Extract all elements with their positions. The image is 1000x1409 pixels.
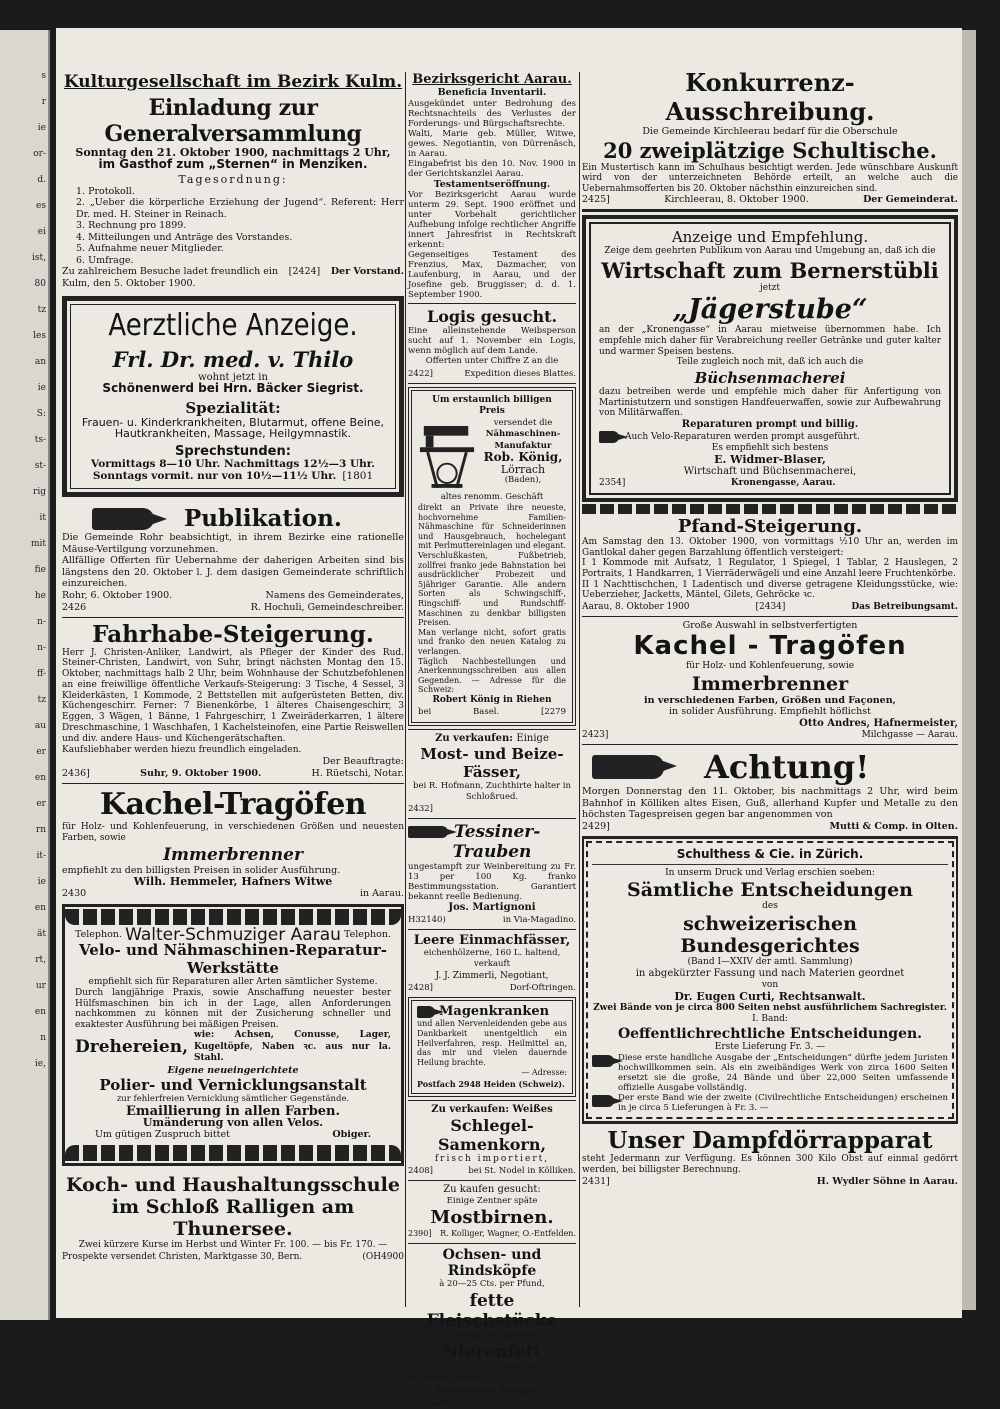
ad-place: Dorf-Oftringen. — [509, 983, 576, 994]
ad-text: altes renomm. Geschäft — [440, 491, 544, 502]
ad-text: dazu betreiben werde und empfehle mich daher für Anfertigung von Martinistutzern und sonstigen Handfeuerwaffen, sowie zur Aufbewahrung von Militärwaffen. — [599, 386, 941, 419]
ad-text: Eigene neueingerichtete — [167, 1064, 299, 1076]
ad-publication — [62, 505, 404, 614]
pointing-hand-icon — [592, 1095, 614, 1107]
ad-number: 2354] — [599, 478, 626, 489]
ad-subtitle: 20 zweiplätzige Schultische. — [603, 137, 937, 163]
sewing-machine-icon — [418, 420, 476, 490]
divider — [62, 783, 404, 784]
ad-text: Morgen Donnerstag den 11. Oktober, bis nachmittags 2 Uhr, wird beim Bahnhof in Kölliken altes Eisen, Guß, allerhand Kupfer und Metalle zu den höchsten Tagespreisen gegen bar angenommen von — [582, 786, 958, 821]
ad-number: 2432] — [408, 803, 433, 814]
signer: H. Wydler Söhne in Aarau. — [816, 1175, 958, 1187]
divider — [408, 1100, 576, 1101]
ad-title: Sämtliche Entscheidungen — [627, 879, 913, 902]
signer: Der Gemeinderat. — [863, 194, 958, 205]
divider — [408, 729, 576, 730]
column-rule-2 — [579, 72, 580, 1307]
inn-new-name: „Jägerstube“ — [672, 294, 868, 325]
ad-text: Vor Bezirksgericht Aarau wurde unterm 29. Sept. 1900 eröffnet und unter Vorbehalt gerichtlicher Aufhebung infolge rechtlicher Angriffe innert Jahresfrist in Rechtskraft erkennt: — [408, 190, 576, 250]
ad-text: (Band I—XXIV der amtl. Sammlung) — [687, 956, 853, 967]
prev-page-fragment: ie — [37, 877, 46, 887]
prev-page-fragment: en — [34, 903, 46, 913]
ad-text: à 40—60 Cts. per Pfd., — [443, 1330, 541, 1341]
ad-title: im Schloß Ralligen am Thunersee. — [111, 1195, 355, 1240]
prev-page-fragment: S: — [36, 409, 46, 419]
prev-page-fragment: it- — [36, 851, 46, 861]
ad-sewing-machine — [408, 387, 576, 727]
ad-text: Es empfiehlt sich bestens — [711, 442, 829, 453]
telephon-label: Telephon. — [75, 928, 122, 940]
ad-text: Emaillierung in allen Farben. — [125, 1103, 341, 1119]
ad-number: [1801 — [342, 470, 374, 482]
publisher: Schulthess & Cie. in Zürich. — [676, 846, 864, 861]
ad-title: Zu kaufen gesucht: — [443, 1184, 541, 1196]
prev-page-fragment: st- — [34, 461, 46, 471]
ad-text: (Baden), — [504, 475, 542, 485]
ad-title: Ochsen- und Rindsköpfe — [442, 1247, 542, 1280]
prev-page-fragment: he — [34, 591, 46, 601]
ad-number: (OH4900 — [362, 1252, 404, 1263]
column-3 — [582, 28, 958, 1188]
ad-text: direkt an Private ihre neueste, hochvornehme Familien-Nähmaschine für Schneiderinnen und Hausgebrauch, hochelegant mit Perlmuttereinlagen und elegant. Verschlußkasten, Fußbetrieb, zollfrei franko jede Bahnstation bei ausdrücklicher Probezeit und 5jähriger Garantie. Alle andern Sorten als Schwingschiff-, Ringschiff- und Rundschiff-Maschinen zu denkbar billigsten Preisen. — [418, 503, 566, 628]
ad-text: à 20—25 Cts. per Pfund, — [439, 1279, 545, 1290]
ad-text: Teile zugleich noch mit, daß ich auch die — [676, 357, 864, 368]
ad-text: Reparaturen prompt und billig. — [681, 419, 859, 431]
address: Schönenwerd bei Hrn. Bäcker Siegrist. — [102, 381, 364, 395]
ad-empty-barrels — [408, 933, 576, 995]
prev-page-fragment: n- — [37, 617, 46, 627]
signer: H. Rüetschi, Notar. — [311, 767, 404, 779]
ad-text: Umänderung von allen Velos. — [142, 1116, 324, 1130]
ad-text: in verschiedenen Farben, Größen und Façonen, — [644, 694, 896, 706]
ad-text: in solider Ausführung. Empfiehlt höflichst — [669, 706, 871, 718]
prev-page-fragment: ei — [37, 227, 46, 237]
divider — [582, 209, 958, 212]
ad-text: Zeige dem geehrten Publikum von Aarau und Umgebung an, daß ich die — [604, 246, 936, 256]
ad-text: Expedition dieses Blattes. — [464, 368, 576, 379]
ad-text: frisch importiert, — [434, 1153, 550, 1164]
divider — [408, 303, 576, 304]
ad-text: versendet die — [493, 417, 553, 428]
ad-title: Trauben — [452, 842, 532, 863]
ad-subtitle: Oeffentlichrechtliche Entscheidungen. — [617, 1025, 923, 1042]
ad-stomach — [408, 997, 576, 1097]
divider — [408, 383, 576, 384]
prev-page-fragment: n — [40, 1033, 46, 1043]
company-name: Rob. König, — [483, 450, 563, 464]
decorative-border — [582, 504, 958, 514]
prev-page-fragment: les — [33, 331, 46, 341]
specialty-text: Hautkrankheiten, Massage, Heilgymnastik. — [114, 427, 352, 440]
dateline: Rohr, 6. Oktober 1900. — [62, 589, 173, 601]
divider — [582, 616, 958, 617]
ad-stoves — [62, 787, 404, 900]
ad-text: bei St. Nodel in Kölliken. — [468, 1166, 576, 1177]
signer: Wilh. Hemmeler, Hafners Witwe — [133, 875, 333, 889]
hours-text: Sonntags vormit. nur von 10½—11½ Uhr. — [92, 470, 337, 482]
ad-title: Bezirksgericht Aarau. — [412, 72, 572, 87]
prev-page-fragment: rig — [33, 487, 46, 497]
decorative-border — [65, 1145, 401, 1161]
telephon-label: Telephon. — [344, 928, 391, 940]
prev-page-fragment: ie — [37, 383, 46, 393]
ad-number: H32140) — [408, 914, 446, 925]
ad-subtitle: Büchsenmacherei — [694, 368, 846, 387]
prev-page-fragment: tz — [37, 305, 46, 315]
ad-stove-selection — [582, 620, 958, 742]
ad-title: Aerztliche Anzeige. — [108, 308, 358, 343]
pointing-hand-icon — [592, 755, 664, 779]
hours-title: Sprechstunden: — [175, 443, 291, 459]
ad-number: 2422] — [408, 368, 433, 379]
ad-title: Kachel-Tragöfen — [99, 786, 367, 822]
dateline: Aarau, 8. Oktober 1900 — [582, 601, 690, 612]
ad-title: Kachel - Tragöfen — [633, 631, 907, 662]
ad-text: jetzt — [759, 282, 781, 293]
prev-page-fragment: 80 — [34, 279, 46, 289]
prev-page-fragment: er — [36, 799, 46, 809]
ad-text: Am Samstag den 13. Oktober 1900, von vormittags ½10 Uhr an, werden im Gantlokal daher gegen Barzahlung öffentlich versteigert: — [582, 537, 958, 558]
dateline: Kirchleerau, 8. Oktober 1900. — [664, 194, 809, 205]
agenda-item: 4. Mitteilungen und Anträge des Vorstandes. — [76, 231, 293, 243]
ad-number: 2408] — [408, 1166, 433, 1177]
ad-text: ungestampft zur Weinbereitung zu Fr. 13 per 100 Kg. franko Bestimmungsstation. Garantiert bekannt reelle Bedienung. — [408, 862, 576, 903]
ad-text: à 20—50 Cts. per Pfd. — [444, 1362, 540, 1373]
ad-title: Fahrhabe-Steigerung. — [92, 620, 374, 648]
ad-title: Logis gesucht. — [426, 307, 558, 326]
page-fold-edge — [962, 30, 976, 1310]
ad-text: an der „Kronengasse“ in Aarau mietweise übernommen habe. Ich empfehle mich daher für Verabreichung reeller Getränke und guter kalter und warmer Speisen bestens. — [599, 325, 941, 357]
prev-page-fragment: tz — [37, 695, 46, 705]
ad-title: Zu verkaufen: — [435, 733, 513, 745]
ad-text: Täglich Nachbestellungen und Anerkennungsschreiben aus allen Gegenden. — Adresse für die Schweiz: — [418, 656, 566, 695]
decorative-border — [65, 909, 401, 925]
ad-text: Große Auswahl in selbstverfertigten — [682, 619, 858, 631]
ad-text: Zwei Bände von je circa 800 Seiten nebst ausführlichem Sachregister. — [593, 1002, 947, 1013]
ad-text: Um erstaunlich billigen Preis — [432, 394, 552, 416]
prev-page-fragment: ist, — [32, 253, 46, 263]
prev-page-fragment: ff- — [36, 669, 46, 679]
ad-number: [2434] — [755, 601, 786, 612]
ad-place: Milchgasse — Aarau. — [861, 730, 958, 741]
ad-velo-workshop — [62, 904, 404, 1166]
agenda-title: Tagesordnung: — [178, 173, 288, 186]
ad-title: Konkurrenz-Ausschreibung. — [665, 68, 875, 126]
pointing-hand-icon — [599, 431, 619, 443]
address: Postfach 2948 Heiden (Schweiz). — [417, 1078, 565, 1089]
pointing-hand-icon — [592, 1055, 614, 1067]
divider — [408, 818, 576, 819]
ad-text: Nähmaschinen-Manufaktur — [485, 429, 561, 451]
ad-text: empfiehlt sich für Reparaturen aller Arten sämtlicher Systeme. — [88, 976, 378, 987]
ad-subtitle: Beneficia Inventarii. — [437, 87, 547, 98]
specialty-text: Frauen- u. Kinderkrankheiten, Blutarmut, offene Beine, — [81, 415, 385, 429]
ad-text: empfiehlt zu den billigsten Preisen in solider Ausführung. — [62, 864, 341, 876]
ad-auction — [62, 621, 404, 780]
prev-page-fragment: s — [41, 71, 46, 81]
ad-pawn-auction — [582, 516, 958, 613]
ad-text: bei R. Hofmann, Zuchthirte halter in Schloßrued. — [413, 780, 571, 803]
ad-number: 2431] — [582, 1175, 610, 1187]
dateline: Suhr, 9. Oktober 1900. — [140, 767, 262, 779]
ad-text: in abgekürzter Fassung und nach Materien geordnet — [635, 968, 905, 980]
prev-page-fragment: au — [34, 721, 46, 731]
prev-page-fragment: ie, — [34, 1059, 46, 1069]
ad-subtitle: fette Fleischstücke — [426, 1290, 558, 1331]
signer: J. Mattenberger, Metzger in Aarau. — [427, 1386, 548, 1409]
ad-text: und allen Nervenleidenden gebe aus Dankbarkeit unentgeltlich ein Heilverfahren, resp. Heilmittel an, das mir und vielen dauernde Heilung brachte. — [417, 1019, 567, 1067]
ad-text: zur fehlerfreien Vernicklung sämtlicher Gegenstände. — [116, 1094, 350, 1105]
ad-subtitle: Polier- und Vernicklungsanstalt — [99, 1076, 367, 1095]
divider — [582, 1123, 958, 1124]
ad-text: Ein Mustertisch kann im Schulhaus besichtigt werden. Jede wünschbare Auskunft wird von der unterzeichneten Behörde erteilt, an welche auch die Uebernahmsofferten bis 20. Oktober nächsthin einzureichen sind. — [582, 162, 958, 194]
ad-seed — [408, 1104, 576, 1177]
ad-text: Auch Velo-Reparaturen werden prompt ausgeführt. — [625, 431, 860, 442]
ad-inn — [582, 215, 958, 502]
ad-number: [2279 — [541, 707, 566, 718]
ad-cider-barrels — [408, 733, 576, 815]
divider — [582, 744, 958, 745]
prev-page-fragment: mit — [30, 539, 46, 549]
ad-subtitle: Schlegel-Samenkorn, — [437, 1115, 547, 1154]
prev-page-fragment: or- — [33, 149, 46, 159]
ad-title: Publikation. — [184, 505, 342, 532]
ad-doctor — [62, 296, 404, 498]
turning-heading: Drehereien, — [75, 1037, 189, 1058]
ad-grapes — [408, 822, 576, 926]
ad-text: — Adresse: — [521, 1068, 567, 1078]
ad-subtitle: Mostbirnen. — [430, 1207, 554, 1229]
meeting-date: Sonntag den 21. Oktober 1900, nachmittags 2 Uhr, — [75, 146, 391, 159]
ad-text: R. Kolliger, Wagner, O.-Entfelden. — [440, 1229, 576, 1239]
org-name: Kulturgesellschaft im Bezirk Kulm. — [63, 72, 403, 92]
ad-text: Prospekte versendet Christen, Marktgasse 30, Bern. — [62, 1252, 303, 1263]
ad-court — [408, 72, 576, 300]
prev-page-fragment: es — [36, 201, 46, 211]
ad-text: Eine alleinstehende Weibsperson sucht auf 1. November ein Logis, wenn möglich auf dem Lande. — [408, 326, 576, 356]
ad-text: Herr J. Christen-Anliker, Landwirt, als Pfleger der Kinder des Rud. Steiner-Christen, Landwirt, von Suhr, bringt nächsten Montag den 15. Oktober, nachmittags halb 2 Uhr, beim Wohnhause der Schutzbefohlenen an eine freiwillige öffentliche Verkaufs-Steigerung: 3 Tische, 4 Sessel, 3 Kleiderkästen, 1 Kommode, 2 Bettstellen mit aufgerüsteten Betten, div. Küchengeschirr. Ferner: 7 Bienenkörbe, 1 älteres Chaisengeschirr, 3 Eggen, 3 Wägen, 1 Bänne, 1 Fahrgeschirr, 1 Zweiräderkarren, 1 ältere Dreschmaschine, 1 Waschhafen, 1 Kachelsteinofen, eine Partie Reiswellen und div. andere Haus- und Küchengerätschaften. — [62, 647, 404, 744]
hours-text: Vormittags 8—10 Uhr. Nachmittags 12½—3 Uhr. — [91, 457, 375, 470]
column-2 — [408, 28, 576, 1409]
divider — [408, 1180, 576, 1181]
ad-place: Lörrach — [500, 462, 546, 476]
agenda-item: 1. Protokoll. — [76, 185, 135, 197]
ad-number: 2429] — [582, 820, 610, 832]
ad-number: 2423] — [582, 730, 609, 741]
company-name: Walter-Schmuziger Aarau — [125, 924, 341, 945]
signer: E. Widmer-Blaser, — [714, 453, 826, 467]
ad-book — [586, 841, 954, 1120]
ad-text: Diese erste handliche Ausgabe der „Entscheidungen“ dürfte jedem Juristen hochwillkommen sein. Als ein zweibändiges Werk von zirca 1600 Seiten ersetzt sie die große, 24 Bände und über 22,000 Seiten umfassende offizielle Ausgabe vollständig. — [618, 1053, 948, 1094]
ad-title: Leere Einmachfässer, — [413, 932, 571, 948]
ad-text: für Holz- und Kohlenfeuerung, sowie — [685, 661, 855, 672]
signer: Das Betreibungsamt. — [851, 601, 958, 612]
ad-subtitle: Immerbrenner — [691, 672, 849, 695]
signer: Wirtschaft und Büchsenmacherei, — [683, 465, 857, 477]
ad-butcher — [408, 1247, 576, 1409]
ad-number: 2428] — [408, 983, 433, 994]
ad-subtitle: Testamentseröffnung. — [433, 178, 551, 190]
ad-text: wohnt jetzt in — [198, 371, 268, 383]
newspaper-page — [56, 28, 962, 1409]
prev-page-fragment: an — [34, 357, 46, 367]
ad-title: Zu verkaufen: Weißes — [431, 1104, 553, 1116]
ad-dryer — [582, 1127, 958, 1187]
ad-title: schweizerischen Bundesgerichtes — [680, 912, 860, 957]
ad-text: Kaufsliebhaber werden hiezu freundlich eingeladen. — [62, 744, 302, 755]
ad-text: Um gütigen Zuspruch bittet — [95, 1128, 230, 1140]
ad-cooking-school — [62, 1174, 404, 1264]
ad-text: des — [762, 901, 778, 912]
prev-page-fragment: fie — [34, 565, 46, 575]
ad-pears — [408, 1184, 576, 1240]
ad-title: Achtung! — [704, 748, 870, 787]
ad-text: II 1 Nachttischchen, 1 Ladentisch und diverse getragene Kleidungsstücke, wie: Ueberzieher, Jacketts, Mäntel, Gilets, Gehröcke ꝛc. — [582, 579, 958, 601]
ad-text: Durch langjährige Praxis, sowie Anschaffung neuester bester Hülfsmaschinen bin ich in der Lage, allen Anforderungen nachkommen zu können mit der Zusicherung schneller und exaktester Ausführung bei mäßigen Preisen. — [75, 988, 391, 1030]
agenda-item: 2. „Ueber die körperliche Erziehung der Jugend“. Referent: Herr Dr. med. H. Steiner in Reinach. — [76, 197, 404, 220]
ad-text: Allfällige Offerten für Uebernahme der daherigen Arbeiten sind bis längstens den 20. Oktober l. J. dem dasigen Gemeinderate schriftlich einzureichen. — [62, 555, 404, 589]
ad-subtitle: Nierenfett — [442, 1342, 542, 1363]
ad-title: Velo- und Nähmaschinen-Reparatur-Werkstätte — [79, 940, 387, 977]
divider — [408, 929, 576, 930]
pointing-hand-icon — [417, 1006, 435, 1018]
ad-place: Basel. — [473, 707, 500, 718]
ad-text: für Holz- und Kohlenfeuerung, in verschiedenen Größen und neuesten Farben, sowie — [62, 821, 404, 844]
ad-text: Eingabefrist bis den 10. Nov. 1900 in der Gerichtskanzlei Aarau. — [408, 158, 576, 179]
ad-attention — [582, 748, 958, 833]
author: Dr. Eugen Curti, Rechtsanwalt. — [674, 990, 866, 1004]
column-rule-1 — [405, 72, 406, 1307]
ad-general-assembly — [62, 72, 404, 290]
previous-page-edge — [0, 30, 50, 1320]
ad-title: Tessiner- — [454, 822, 541, 843]
ad-subtitle: Most- und Beize-Fässer, — [420, 744, 564, 781]
ad-text: Die Gemeinde Rohr beabsichtigt, in ihrem Bezirke eine rationelle Mäuse-Vertilgung vorzunehmen. — [62, 532, 404, 555]
ad-text: In unserm Druck und Verlag erschien soeben: — [665, 867, 875, 878]
ad-number: 2426 — [62, 601, 87, 613]
ad-text: Erste Lieferung Fr. 3. — — [714, 1041, 826, 1052]
ad-text: Offerten unter Chiffre Z an die — [425, 356, 559, 366]
invite-text: Zu zahlreichem Besuche ladet freundlich ein — [62, 266, 279, 277]
signer: Otto Andres, Hafnermeister, — [799, 717, 958, 729]
signer: Der Vorstand. — [330, 266, 404, 277]
ad-text: bei — [418, 707, 432, 718]
divider — [408, 1243, 576, 1244]
signer: Obiger. — [332, 1128, 371, 1140]
ad-text: I 1 Kommode mit Aufsatz, 1 Regulator, 1 Spiegel, 1 Tablar, 2 Hauslegen, 2 Portraits, 1 Handkarren, 1 Vierräderwägeli und eine Anzahl leere Fruchtenkörbe. — [582, 558, 958, 580]
ad-title: Magenkranken — [439, 1004, 550, 1020]
ad-title: Anzeige und Empfehlung. — [671, 228, 869, 246]
prev-page-fragment: ät — [37, 929, 46, 939]
meeting-place: im Gasthof zum „Sternen“ in Menziken. — [98, 156, 368, 171]
ad-number: 132] — [408, 1386, 428, 1397]
ad-text: Zwei kürzere Kurse im Herbst und Winter Fr. 100. — bis Fr. 170. — — [78, 1239, 388, 1250]
prev-page-fragment: rt, — [35, 955, 46, 965]
ad-text: Gegenseitiges Testament des Frenzius, Max, Dazmacher, von Laufenburg, in Aarau, und der Josefine geb. Bruggisser; d. d. 1. September 1900. — [408, 250, 576, 300]
ad-place: in Via-Magadino. — [502, 914, 576, 925]
ad-title: Pfand-Steigerung. — [677, 516, 863, 538]
prev-page-fragment: n- — [37, 643, 46, 653]
agenda-item: 6. Umfrage. — [76, 254, 134, 266]
signer: Robert König in Riehen — [432, 694, 552, 705]
column-1 — [62, 28, 404, 1263]
ad-number: 2390] — [408, 1229, 432, 1239]
prev-page-fragment: r — [41, 97, 46, 107]
ad-text: von — [761, 979, 779, 990]
agenda-item: 3. Rechnung pro 1899. — [76, 220, 187, 231]
ad-logis — [408, 307, 576, 380]
ad-text: steht Jedermann zur Verfügung. Es können 300 Kilo Obst auf einmal gedörrt werden, bei billigster Berechnung. — [582, 1154, 958, 1175]
prev-page-fragment: en — [34, 773, 46, 783]
signer: Mutti & Comp. in Olten. — [829, 820, 958, 832]
prev-page-fragment: d. — [37, 175, 46, 185]
ad-place: in Aarau. — [359, 887, 404, 899]
prev-page-fragment: rn — [35, 825, 46, 835]
ad-competition — [582, 68, 958, 206]
ad-text: empfiehlt bestens — [408, 1373, 485, 1384]
pointing-hand-icon — [408, 826, 448, 838]
ad-title: Koch- und Haushaltungsschule — [66, 1173, 400, 1196]
dateline: Kulm, den 5. Oktober 1900. — [62, 278, 196, 289]
ad-number: 2425] — [582, 194, 610, 205]
doctor-name: Frl. Dr. med. v. Thilo — [112, 346, 354, 372]
ad-number: [2424] — [288, 266, 321, 277]
prev-page-fragment: ur — [35, 981, 46, 991]
ad-text: Der Beauftragte: — [322, 756, 404, 768]
ad-text: I. Band: — [752, 1014, 788, 1025]
pointing-hand-icon — [92, 508, 154, 530]
ad-number: 2430 — [62, 887, 87, 899]
ad-title: Unser Dampfdörrapparat — [607, 1127, 933, 1155]
prev-page-fragment: it — [39, 513, 46, 523]
ad-text: Einige Zentner späte — [446, 1195, 538, 1206]
ad-text: eichenhölzerne, 160 L. haltend, verkauft — [423, 947, 561, 970]
ad-text: Einige — [516, 733, 549, 745]
prev-page-fragment: ie — [37, 123, 46, 133]
divider — [582, 836, 958, 837]
specialty-title: Spezialität: — [185, 398, 281, 417]
ad-title: Einladung zur Generalversammlung — [104, 95, 362, 147]
agenda-item: 5. Aufnahme neuer Mitglieder. — [76, 243, 224, 254]
prev-page-fragment: en — [34, 1007, 46, 1017]
ad-text: Ausgekündet unter Bedrohung des Rechtsnachteils des Verlustes der Forderungs- und Bürgschaftsrechte. — [408, 98, 576, 129]
ad-text: Namens des Gemeinderates, — [265, 589, 404, 601]
inn-name: Wirtschaft zum Bernerstübli — [601, 257, 939, 283]
ad-text: Der erste Band wie der zweite (Civilrechtliche Entscheidungen) erscheinen in je circa 5 Lieferungen à Fr. 3. — — [618, 1093, 948, 1114]
signer: J. J. Zimmerli, Negotiant, — [435, 970, 549, 981]
divider — [592, 864, 948, 865]
divider — [62, 617, 404, 618]
ad-subtitle: Immerbrenner — [163, 844, 303, 865]
ad-place: Kronengasse, Aarau. — [730, 478, 836, 489]
ad-text: wie: Achsen, Conusse, Lager, Kugeltöpfe, Naben ꝛc. aus nur la. Stahl. — [194, 1030, 391, 1064]
ad-text: Man verlange nicht, sofort gratis und franko den neuen Katalog zu verlangen. — [418, 627, 566, 656]
ad-text: Die Gemeinde Kirchleerau bedarf für die Oberschule — [642, 126, 898, 137]
signer: Jos. Martignoni — [448, 902, 536, 914]
ad-text: Walti, Marie geb. Müller, Witwe, gewes. Negotiantin, von Dürrenäsch, in Aarau. — [408, 128, 576, 159]
prev-page-fragment: er — [36, 747, 46, 757]
prev-page-fragment: ts- — [34, 435, 46, 445]
signer: R. Hochuli, Gemeindeschreiber. — [250, 601, 404, 613]
ad-number: 2436] — [62, 767, 90, 779]
